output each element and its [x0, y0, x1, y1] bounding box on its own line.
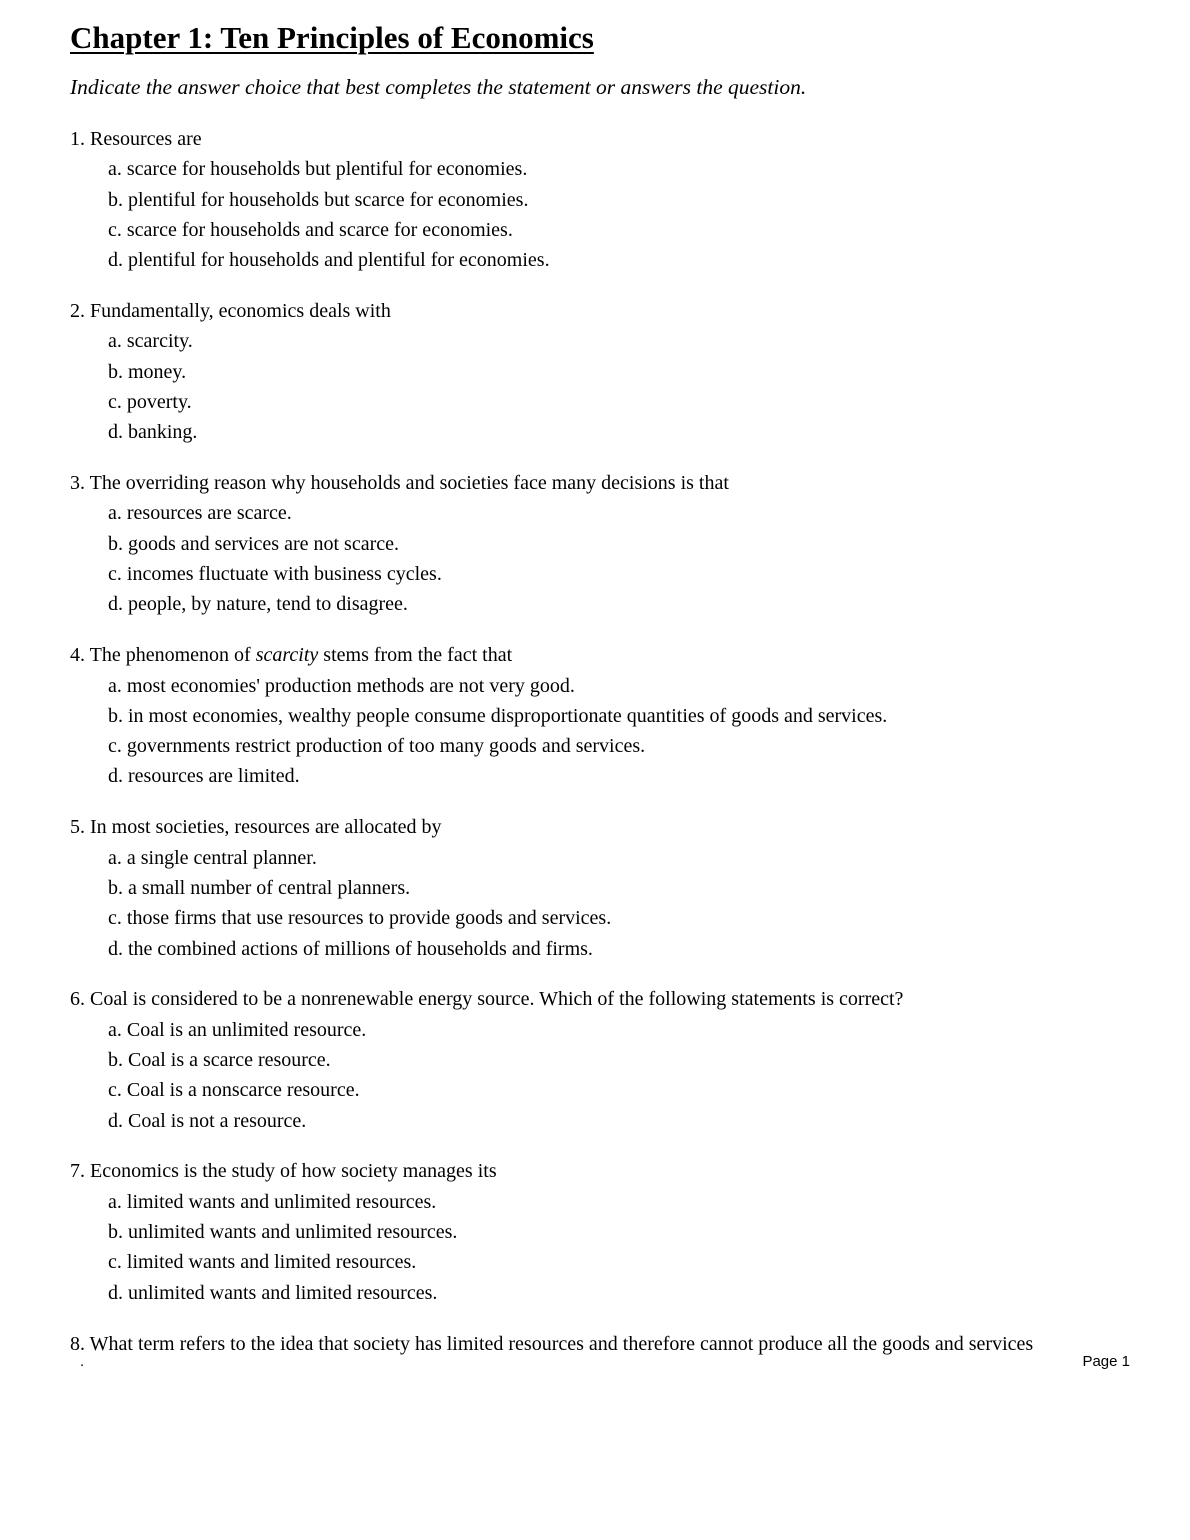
option-text: plentiful for households but scarce for economies.: [128, 188, 529, 211]
question-text: Resources are: [90, 128, 202, 150]
answer-option: [70, 154, 1150, 184]
option-text: scarce for households but plentiful for economies.: [126, 158, 528, 181]
option-letter: b.: [108, 876, 123, 899]
question-number: 6.: [70, 988, 85, 1011]
answer-option: [70, 326, 1150, 356]
option-text: unlimited wants and limited resources.: [128, 1281, 438, 1304]
option-letter: a.: [108, 674, 122, 697]
option-text: Coal is a scarce resource.: [128, 1048, 331, 1071]
question-stem: [70, 296, 1150, 326]
answer-option: [70, 245, 1150, 275]
option-letter: d.: [108, 593, 123, 616]
answer-option: [70, 701, 1150, 731]
option-letter: d.: [108, 421, 123, 444]
option-text: Coal is a nonscarce resource.: [126, 1079, 360, 1102]
option-letter: a.: [108, 1018, 122, 1041]
question-stem: [70, 984, 1150, 1014]
option-text: Coal is an unlimited resource.: [126, 1018, 367, 1041]
question: [70, 812, 1150, 963]
question-text-emphasis: scarcity: [255, 644, 319, 667]
question-number: 5.: [70, 816, 85, 839]
option-text: resources are scarce.: [126, 502, 292, 525]
footer-mark: .: [80, 1353, 85, 1370]
question: [70, 640, 1150, 791]
question-text: The overriding reason why households and societies face many decisions is that: [89, 472, 729, 495]
question-number: 8.: [70, 1332, 85, 1355]
page-number: Page 1: [1082, 1353, 1130, 1370]
instructions: Indicate the answer choice that best completes the statement or answers the question.: [70, 75, 807, 99]
answer-option: [70, 387, 1150, 417]
option-text: scarcity.: [126, 330, 193, 353]
question-stem: [70, 1156, 1150, 1186]
question-number: 7.: [70, 1160, 85, 1183]
answer-option: [70, 873, 1150, 903]
question-stem: [70, 812, 1150, 842]
option-text: resources are limited.: [128, 765, 300, 788]
option-text: limited wants and limited resources.: [126, 1251, 417, 1274]
answer-option: [70, 559, 1150, 589]
question-number: 4.: [70, 644, 85, 667]
option-text: plentiful for households and plentiful for economies.: [128, 249, 550, 272]
question-text: Coal is considered to be a nonrenewable energy source. Which of the following statements is correct?: [90, 988, 904, 1011]
answer-option: [70, 731, 1150, 761]
option-letter: a.: [108, 158, 122, 181]
answer-option: [70, 185, 1150, 215]
question-text: Economics is the study of how society manages its: [90, 1160, 497, 1183]
option-letter: c.: [108, 218, 122, 241]
option-letter: b.: [108, 1221, 123, 1244]
option-text: those firms that use resources to provide goods and services.: [126, 907, 612, 930]
option-text: the combined actions of millions of households and firms.: [128, 937, 593, 960]
option-text: banking.: [128, 421, 198, 444]
answer-option: [70, 357, 1150, 387]
question-stem: [70, 124, 1150, 154]
answer-option: [70, 1187, 1150, 1217]
option-letter: b.: [108, 188, 123, 211]
option-letter: b.: [108, 532, 123, 555]
answer-option: [70, 1106, 1150, 1136]
option-letter: a.: [108, 846, 122, 869]
page-title: Chapter 1: Ten Principles of Economics: [70, 20, 594, 55]
option-letter: c.: [108, 563, 122, 586]
option-letter: d.: [108, 765, 123, 788]
question-text: What term refers to the idea that society has limited resources and therefore cannot produce all the goods and services: [89, 1332, 1034, 1355]
answer-option: [70, 589, 1150, 619]
option-letter: b.: [108, 704, 123, 727]
option-text: unlimited wants and unlimited resources.: [128, 1221, 458, 1244]
question-text: The phenomenon of: [89, 644, 256, 667]
answer-option: [70, 843, 1150, 873]
answer-option: [70, 1075, 1150, 1105]
answer-option: [70, 529, 1150, 559]
option-letter: c.: [108, 390, 122, 413]
option-text: people, by nature, tend to disagree.: [128, 593, 408, 616]
answer-option: [70, 1278, 1150, 1308]
option-letter: d.: [108, 249, 123, 272]
option-letter: a.: [108, 502, 122, 525]
question: [70, 1156, 1150, 1307]
answer-option: [70, 903, 1150, 933]
answer-option: [70, 761, 1150, 791]
question-number: 2.: [70, 300, 85, 323]
answer-option: [70, 215, 1150, 245]
answer-option: [70, 671, 1150, 701]
option-letter: d.: [108, 937, 123, 960]
question-list: [70, 124, 1150, 1379]
option-text: limited wants and unlimited resources.: [126, 1190, 437, 1213]
option-letter: b.: [108, 1048, 123, 1071]
option-text: a single central planner.: [126, 846, 317, 869]
question-text: Fundamentally, economics deals with: [90, 300, 391, 323]
answer-option: [70, 1217, 1150, 1247]
option-text: in most economies, wealthy people consume disproportionate quantities of goods and services.: [128, 704, 888, 727]
question: [70, 468, 1150, 619]
option-letter: c.: [108, 1251, 122, 1274]
option-letter: c.: [108, 1079, 122, 1102]
question-stem: [70, 468, 1150, 498]
option-text: Coal is not a resource.: [128, 1109, 307, 1132]
option-letter: b.: [108, 360, 123, 383]
option-text: poverty.: [126, 390, 192, 413]
question: [70, 984, 1150, 1135]
question-number: 3.: [70, 472, 85, 495]
option-letter: d.: [108, 1109, 123, 1132]
option-text: a small number of central planners.: [128, 876, 411, 899]
option-letter: c.: [108, 735, 122, 758]
question: [70, 1329, 1150, 1359]
option-text: most economies' production methods are not very good.: [126, 674, 575, 697]
option-text: governments restrict production of too many goods and services.: [126, 735, 646, 758]
answer-option: [70, 1247, 1150, 1277]
answer-option: [70, 1045, 1150, 1075]
answer-option: [70, 417, 1150, 447]
option-letter: d.: [108, 1281, 123, 1304]
question-text: stems from the fact that: [318, 644, 513, 667]
question-stem: [70, 640, 1150, 670]
question-text: In most societies, resources are allocated by: [90, 816, 442, 839]
answer-option: [70, 934, 1150, 964]
option-letter: a.: [108, 1190, 122, 1213]
option-text: scarce for households and scarce for economies.: [126, 218, 513, 241]
question: [70, 296, 1150, 447]
question-stem: [70, 1329, 1150, 1359]
option-text: goods and services are not scarce.: [128, 532, 399, 555]
option-text: incomes fluctuate with business cycles.: [126, 563, 442, 586]
option-letter: c.: [108, 907, 122, 930]
answer-option: [70, 1015, 1150, 1045]
answer-option: [70, 498, 1150, 528]
question-number: 1.: [70, 128, 85, 150]
question: [70, 124, 1150, 275]
option-letter: a.: [108, 330, 122, 353]
option-text: money.: [128, 360, 187, 383]
